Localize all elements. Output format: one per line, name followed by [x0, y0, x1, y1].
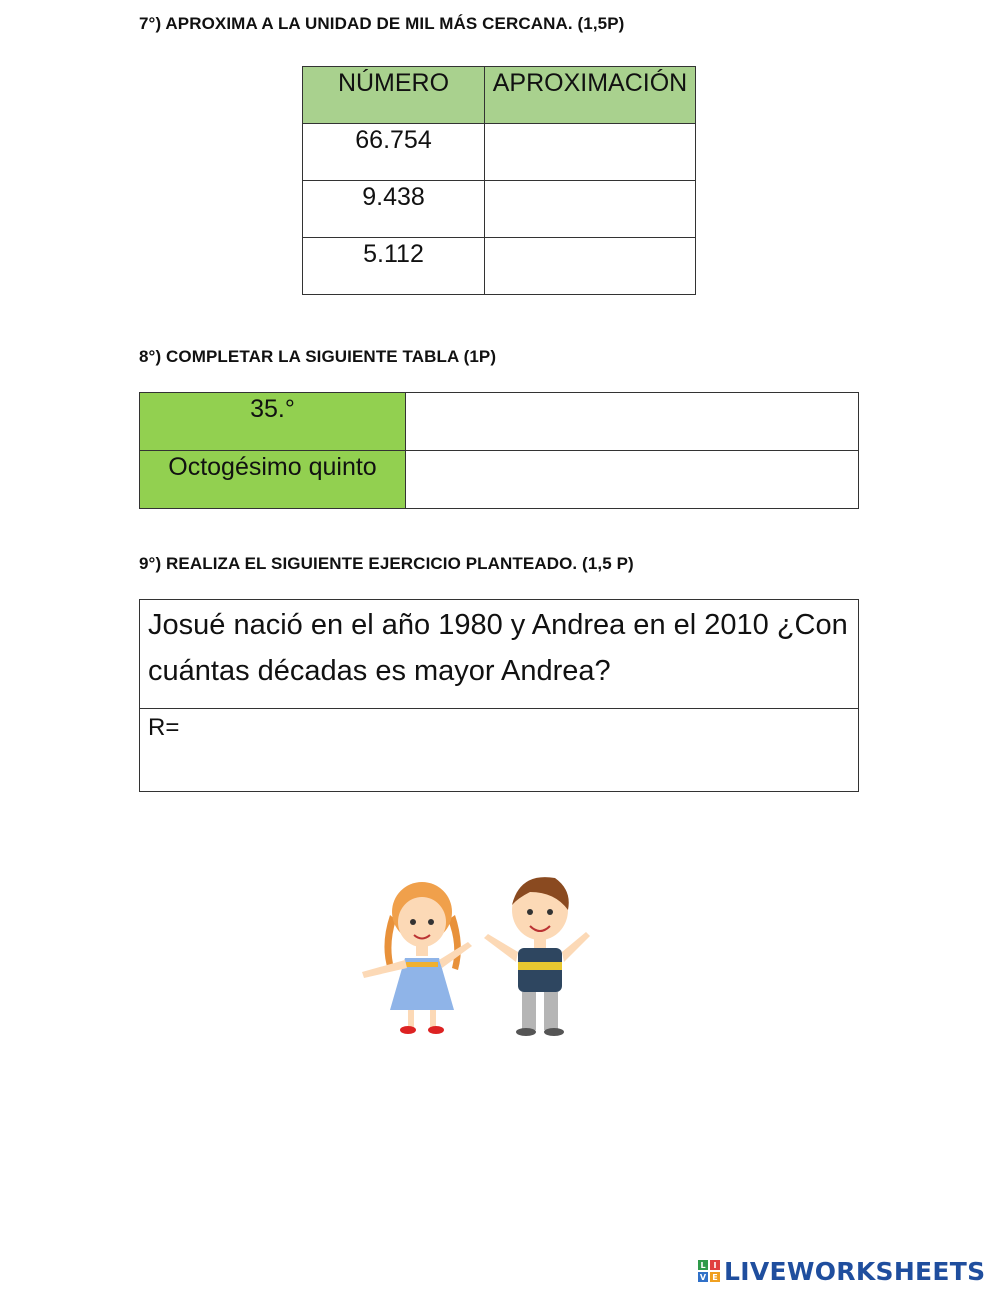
liveworksheets-logo-icon — [698, 1260, 720, 1282]
number-cell: 9.438 — [303, 181, 485, 238]
q7-heading: 7°) APROXIMA A LA UNIDAD DE MIL MÁS CERCANA. (1,5P) — [139, 14, 625, 33]
q9-heading: 9°) REALIZA EL SIGUIENTE EJERCICIO PLANTEADO. (1,5 P) — [139, 554, 634, 573]
svg-text:L: L — [700, 1261, 706, 1270]
ordinal-table — [139, 392, 859, 509]
ordinal-answer-cell[interactable] — [406, 393, 859, 451]
approximation-answer-cell[interactable] — [485, 238, 696, 295]
svg-text:E: E — [712, 1273, 718, 1282]
svg-text:V: V — [699, 1273, 707, 1282]
approximation-answer-cell[interactable] — [485, 124, 696, 181]
answer-label: R= — [148, 714, 180, 741]
problem-table — [139, 599, 859, 792]
boy-figure — [484, 877, 590, 1036]
table-row — [303, 124, 696, 181]
ordinal-label-cell: Octogésimo quinto — [140, 451, 406, 509]
table-row — [140, 393, 859, 451]
column-header-approximation: APROXIMACIÓN — [485, 67, 696, 124]
answer-box[interactable] — [140, 709, 859, 792]
ordinal-input[interactable] — [406, 393, 862, 452]
table-row — [303, 238, 696, 295]
ordinal-answer-cell[interactable] — [406, 451, 859, 509]
column-header-number: NÚMERO — [303, 67, 485, 124]
approximation-input[interactable] — [485, 240, 699, 296]
approximation-input[interactable] — [485, 183, 699, 239]
approximation-answer-cell[interactable] — [485, 181, 696, 238]
number-cell: 66.754 — [303, 124, 485, 181]
ordinal-input[interactable] — [406, 451, 862, 510]
table-row — [303, 181, 696, 238]
svg-text:I: I — [713, 1261, 717, 1270]
approximation-input[interactable] — [485, 126, 699, 182]
number-cell: 5.112 — [303, 238, 485, 295]
children-illustration — [350, 850, 600, 1050]
ordinal-label-cell: 35.° — [140, 393, 406, 451]
q8-heading: 8°) COMPLETAR LA SIGUIENTE TABLA (1P) — [139, 347, 497, 366]
approximation-table — [302, 66, 696, 295]
girl-figure — [362, 882, 472, 1034]
problem-text: Josué nació en el año 1980 y Andrea en el 2010 ¿Con cuántas décadas es mayor Andrea? — [140, 600, 859, 709]
liveworksheets-brand — [698, 1256, 985, 1286]
brand-name: LIVEWORKSHEETS — [724, 1256, 986, 1286]
table-row — [140, 451, 859, 509]
